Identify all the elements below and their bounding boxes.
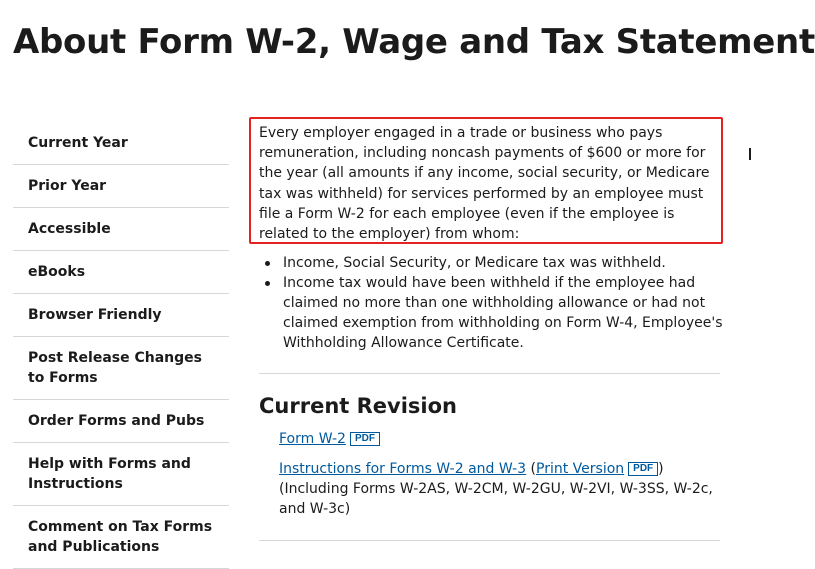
sidebar-item-accessible[interactable]: Accessible bbox=[13, 208, 229, 251]
close-paren: ) bbox=[658, 461, 664, 477]
instructions-link[interactable]: Instructions for Forms W-2 and W-3 bbox=[279, 461, 527, 477]
requirements-list bbox=[259, 253, 729, 353]
sidebar-nav bbox=[13, 122, 229, 569]
sidebar-item-current-year[interactable]: Current Year bbox=[13, 122, 229, 165]
instructions-link-row bbox=[279, 459, 724, 519]
sidebar-item-help-with-forms[interactable]: Help with Forms and Instructions bbox=[13, 443, 229, 506]
form-link-row bbox=[279, 429, 724, 449]
divider bbox=[259, 373, 720, 374]
intro-paragraph: Every employer engaged in a trade or business who pays remuneration, including noncash payments of $600 or more for the year (all amounts if any income, social security, or Medicare tax was withheld) for services performed by an employee must file a Form W-2 for each employee (even if the employee is related to the employer) from whom: bbox=[259, 125, 710, 243]
sidebar-item-browser-friendly[interactable]: Browser Friendly bbox=[13, 294, 229, 337]
cropped-edge-mark bbox=[749, 148, 751, 160]
sidebar-item-comment-on-forms[interactable]: Comment on Tax Forms and Publications bbox=[13, 506, 229, 569]
list-item: Income tax would have been withheld if the employee had claimed no more than one withholding allowance or had not claimed exemption from withholding on Form W-4, Employee's Withholding Allowance Certificate. bbox=[259, 273, 729, 353]
pdf-badge[interactable]: PDF bbox=[628, 462, 658, 476]
sidebar-item-ebooks[interactable]: eBooks bbox=[13, 251, 229, 294]
form-w2-link[interactable]: Form W-2 bbox=[279, 431, 346, 447]
pdf-badge[interactable]: PDF bbox=[350, 432, 380, 446]
including-note: (Including Forms W-2AS, W-2CM, W-2GU, W-2VI, W-3SS, W-2c, and W-3c) bbox=[279, 481, 713, 517]
list-item: Income, Social Security, or Medicare tax was withheld. bbox=[259, 253, 729, 273]
sidebar-item-prior-year[interactable]: Prior Year bbox=[13, 165, 229, 208]
current-revision-heading: Current Revision bbox=[259, 394, 457, 418]
sidebar-item-post-release-changes[interactable]: Post Release Changes to Forms bbox=[13, 337, 229, 400]
sidebar-item-order-forms[interactable]: Order Forms and Pubs bbox=[13, 400, 229, 443]
print-version-link[interactable]: Print Version bbox=[536, 461, 625, 477]
divider bbox=[259, 540, 720, 541]
open-paren: ( bbox=[526, 461, 537, 477]
page-title: About Form W-2, Wage and Tax Statement bbox=[13, 22, 815, 62]
